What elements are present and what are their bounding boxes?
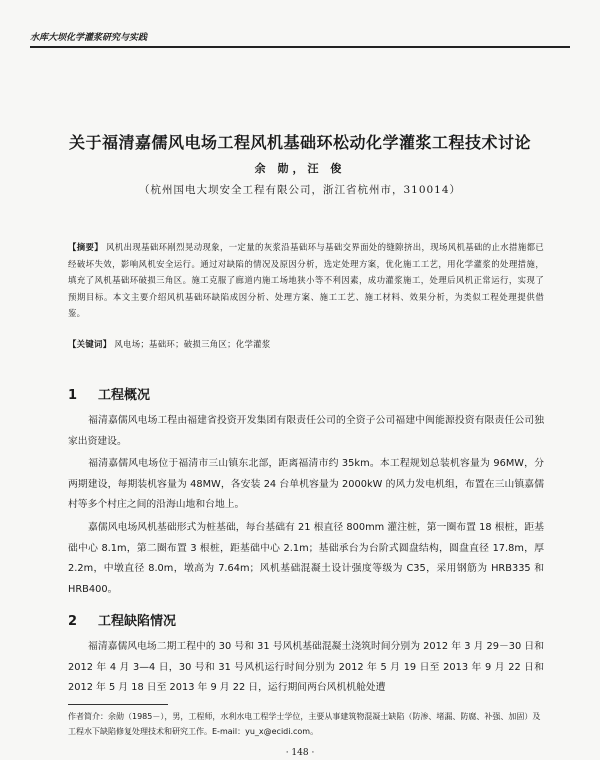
section-2-heading	[68, 610, 544, 629]
section-1-paragraph-2-text: 福清嘉儒风电场位于福清市三山镇东北部，距离福清市约 35km。本工程规划总装机容量为 96MW，分两期建设，每期装机容量为 48MW，各安装 24 台单机容量为 2000kW 的风力发电机组，布置在三山镇嘉儒村等多个村庄之间的沿海山地和台地上。	[68, 458, 544, 510]
section-2-title: 工程缺陷情况	[98, 614, 177, 629]
author-footnote: 作者简介：余勋（1985－），男，工程师，水利水电工程学士学位，主要从事建筑物混凝土缺陷（防渗、堵漏、防腐、补强、加固）及工程水下缺陷修复处理技术和研究工作。E-mail：yu_x@ecidi.com。	[68, 712, 541, 736]
section-1-paragraph-3	[68, 518, 544, 600]
section-1-paragraph-1-text: 福清嘉儒风电场工程由福建省投资开发集团有限责任公司的全资子公司福建中闽能源投资有限责任公司独家出资建设。	[68, 415, 544, 447]
footnote-rule	[68, 704, 168, 705]
section-1-paragraph-1	[68, 411, 544, 452]
header-rule	[30, 46, 570, 48]
keywords-text: 风电场；基础环；破损三角区；化学灌浆	[114, 339, 271, 349]
affiliation: （杭州国电大坝安全工程有限公司，浙江省杭州市，310014）	[138, 184, 462, 196]
page-number: · 148 ·	[285, 748, 315, 758]
running-head: 水库大坝化学灌浆研究与实践	[30, 33, 148, 43]
keywords-label: 【关键词】	[68, 339, 112, 349]
abstract-label: 【摘要】	[68, 242, 104, 252]
section-1-title: 工程概况	[98, 388, 151, 403]
section-1-number: 1	[68, 388, 78, 403]
section-1-paragraph-3-text: 嘉儒风电场风机基础形式为桩基础，每台基础有 21 根直径 800mm 灌注桩，第一圈布置 18 根桩，距基础中心 8.1m，第二圈布置 3 根桩，距基础中心 2.1m；基础承台为台阶式圆盘结构，圆盘直径 17.8m，厚 2.2m，中墩直径 8.0m，墩高为 7.64m；风机基础混凝土设计强度等级为 C35，采用钢筋为 HRB335 和 HRB400。	[68, 522, 544, 595]
abstract	[68, 239, 544, 322]
section-2-paragraph-1	[68, 637, 544, 699]
section-1-heading	[68, 384, 544, 403]
section-1-paragraph-2	[68, 454, 544, 516]
keywords	[68, 337, 544, 351]
authors: 余 勋，汪 俊	[254, 162, 346, 175]
section-2-paragraph-1-text: 福清嘉儒风电场二期工程中的 30 号和 31 号风机基础混凝土浇筑时间分别为 2012 年 3 月 29－30 日和 2012 年 4 月 3—4 日，30 号和 31 号风机运行时间分别为 2012 年 5 月 19 日至 2013 年 9 月 22 日和 2012 年 5 月 18 日至 2013 年 9 月 22 日，运行期间两台风机机舱处遭	[68, 641, 544, 693]
section-2-number: 2	[68, 614, 78, 629]
paper-title: 关于福清嘉儒风电场工程风机基础环松动化学灌浆工程技术讨论	[68, 133, 531, 152]
abstract-text: 风机出现基础环剐烈晃动现象，一定量的灰浆沿基础环与基础交界面处的缝隙挤出，现场风机基础的止水措施都已经破坏失效，影响风机安全运行。通过对缺陷的情况及原因分析，选定处理方案，优化施工工艺，用化学灌浆的处理措施，填充了风机基础环破损三角区。施工克服了廊道内施工场地狭小等不利因素，成功灌浆施工，处理后风机正常运行，实现了预期目标。本文主要介绍风机基础环缺陷成因分析、处理方案、施工工艺、施工材料、效果分析，为类似工程处理提供借鉴。	[68, 242, 545, 318]
